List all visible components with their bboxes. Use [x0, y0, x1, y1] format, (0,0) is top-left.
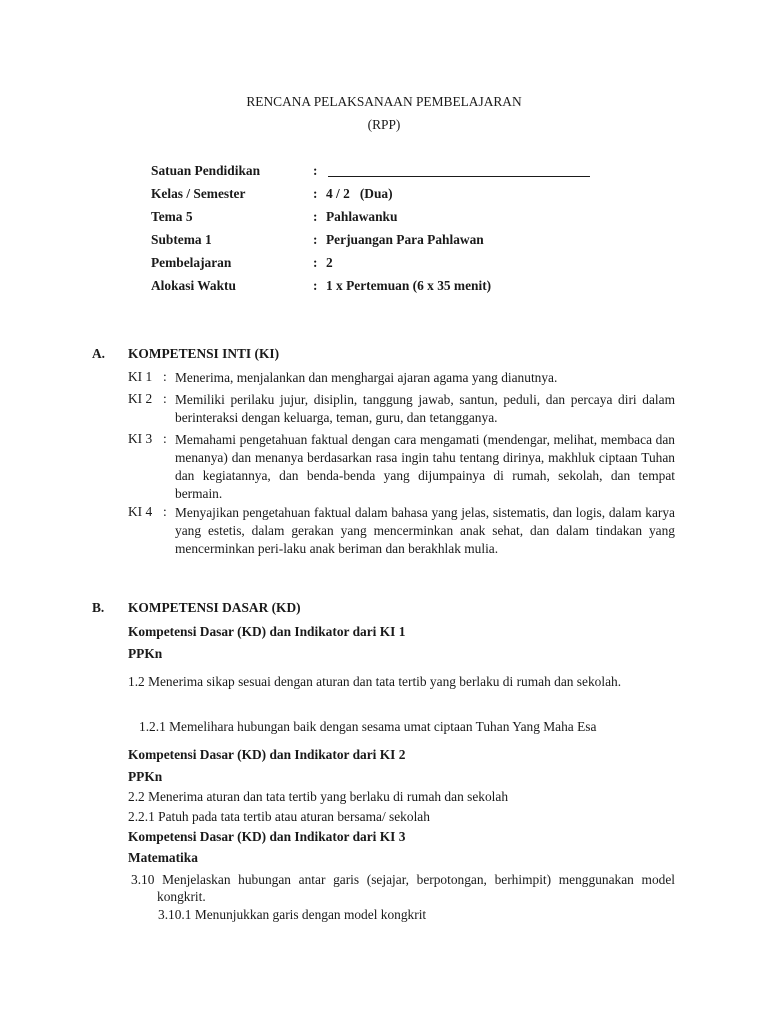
kd-group-heading: Kompetensi Dasar (KD) dan Indikator dari KI 3 [128, 829, 406, 844]
identity-colon: : [313, 278, 318, 293]
ki-colon: : [163, 391, 167, 406]
ki-code: KI 4 [128, 504, 153, 519]
identity-colon: : [313, 163, 318, 178]
ki-text: Menyajikan pengetahuan faktual dalam bahasa yang jelas, sistematis, dan logis, dalam karya yang estetis, dalam gerakan yang mencerminkan anak sehat, dan dalam tindakan yang mencerminkan peri-laku anak beriman dan berakhlak mulia. [175, 505, 675, 556]
ki-colon: : [163, 369, 167, 384]
section-a-letter: A. [92, 346, 106, 361]
ki-code: KI 3 [128, 431, 153, 446]
kd-text: 2.2 Menerima aturan dan tata tertib yang berlaku di rumah dan sekolah [128, 789, 509, 804]
identity-label-alokasi: Alokasi Waktu [151, 278, 236, 293]
ki-text: Memiliki perilaku jujur, disiplin, tanggung jawab, santun, peduli, dan percaya diri dalam berinteraksi dengan keluarga, teman, guru, dan tetangganya. [175, 392, 675, 425]
identity-value-subtema: Perjuangan Para Pahlawan [326, 232, 484, 247]
ki-code: KI 1 [128, 369, 153, 384]
section-b-heading: KOMPETENSI DASAR (KD) [128, 600, 301, 615]
kd-group-heading: Kompetensi Dasar (KD) dan Indikator dari KI 2 [128, 747, 406, 762]
identity-colon: : [313, 255, 318, 270]
kd-subject: PPKn [128, 646, 163, 661]
identity-label-subtema: Subtema 1 [151, 232, 212, 247]
identity-label-satuan: Satuan Pendidikan [151, 163, 261, 178]
document-title: RENCANA PELAKSANAAN PEMBELAJARAN [246, 94, 522, 109]
kd-subject: PPKn [128, 769, 163, 784]
kd-indicator: 2.2.1 Patuh pada tata tertib atau aturan bersama/ sekolah [128, 809, 430, 824]
satuan-pendidikan-blank-line [328, 176, 590, 177]
ki-text: Menerima, menjalankan dan menghargai ajaran agama yang dianutnya. [175, 370, 558, 385]
kd-indicator: 3.10.1 Menunjukkan garis dengan model kongkrit [158, 907, 427, 922]
kd-text: 3.10 Menjelaskan hubungan antar garis (sejajar, berpotongan, berhimpit) menggunakan model kongkrit. [131, 872, 675, 904]
ki-colon: : [163, 504, 167, 519]
identity-value-pembelajaran: 2 [326, 255, 333, 270]
section-b-letter: B. [92, 600, 105, 615]
section-a-heading: KOMPETENSI INTI (KI) [128, 346, 280, 361]
ki-text: Memahami pengetahuan faktual dengan cara mengamati (mendengar, melihat, membaca dan menanya) dan menanya berdasarkan rasa ingin tahu tentang dirinya, makhluk ciptaan Tuhan dan kegiatannya, dan benda-benda yang dijumpainya di rumah, sekolah, dan tempat bermain. [175, 432, 675, 501]
document-subtitle: (RPP) [367, 117, 401, 132]
kd-indicator: 1.2.1 Memelihara hubungan baik dengan sesama umat ciptaan Tuhan Yang Maha Esa [139, 719, 597, 734]
kd-subject: Matematika [128, 850, 198, 865]
identity-value-tema: Pahlawanku [326, 209, 398, 224]
identity-colon: : [313, 232, 318, 247]
identity-value-alokasi: 1 x Pertemuan (6 x 35 menit) [326, 278, 492, 293]
kd-text: 1.2 Menerima sikap sesuai dengan aturan dan tata tertib yang berlaku di rumah dan sekolah. [128, 674, 622, 689]
identity-colon: : [313, 186, 318, 201]
identity-colon: : [313, 209, 318, 224]
identity-label-pembelajaran: Pembelajaran [151, 255, 232, 270]
identity-value-kelas: 4 / 2 (Dua) [326, 186, 393, 201]
ki-code: KI 2 [128, 391, 153, 406]
kd-group-heading: Kompetensi Dasar (KD) dan Indikator dari KI 1 [128, 624, 406, 639]
identity-label-tema: Tema 5 [151, 209, 193, 224]
ki-colon: : [163, 431, 167, 446]
identity-label-kelas: Kelas / Semester [151, 186, 246, 201]
